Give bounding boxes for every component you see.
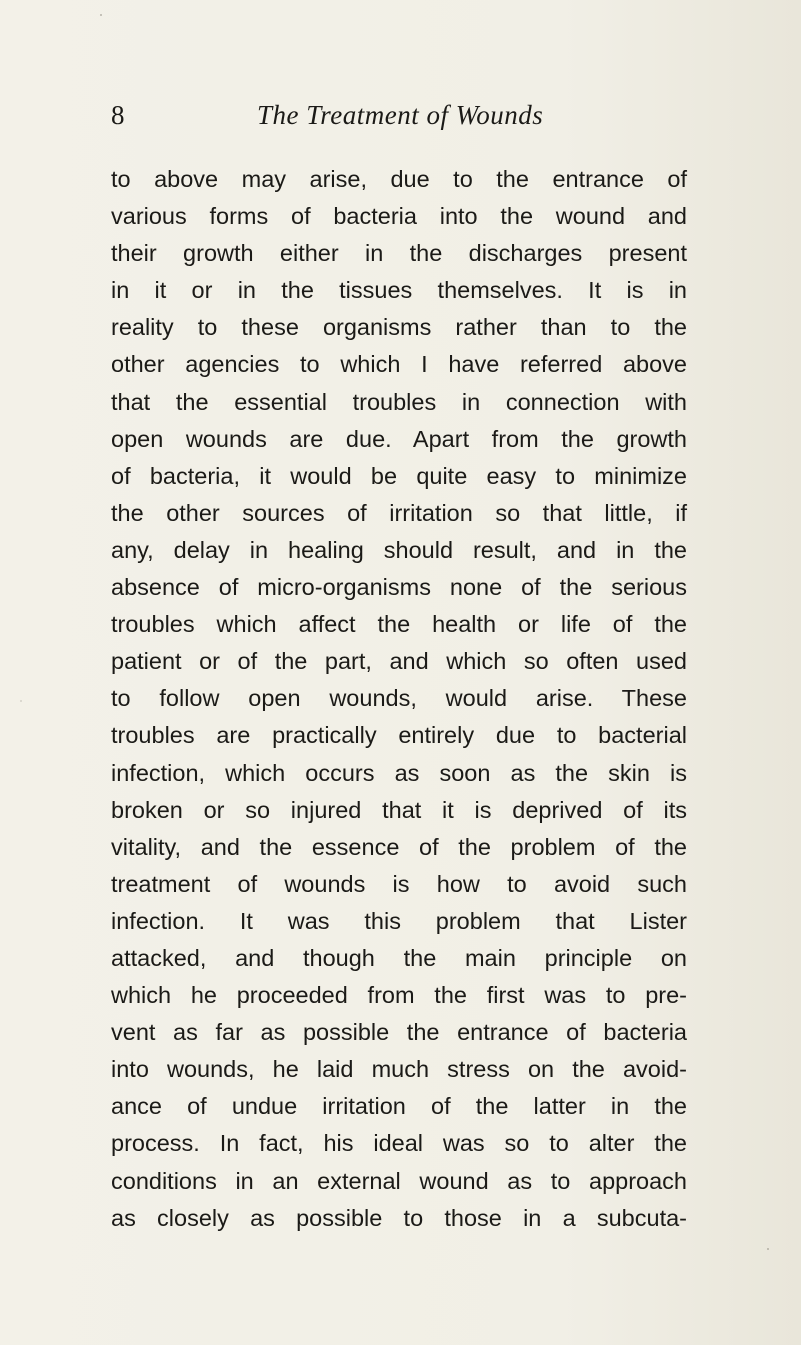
text-line: their growth either in the discharges present bbox=[111, 240, 687, 267]
text-line: any, delay in healing should result, and in the bbox=[111, 536, 687, 563]
text-line: troubles are practically entirely due to bacterial bbox=[111, 722, 687, 749]
paper-speck bbox=[767, 1248, 769, 1250]
text-line: reality to these organisms rather than to the bbox=[111, 314, 687, 341]
text-line: treatment of wounds is how to avoid such bbox=[111, 870, 687, 897]
running-title: The Treatment of Wounds bbox=[257, 100, 544, 130]
text-line: attacked, and though the main principle on bbox=[111, 944, 687, 971]
text-line: open wounds are due. Apart from the growth bbox=[111, 425, 687, 452]
running-head bbox=[111, 95, 687, 135]
text-line: the other sources of irritation so that little, if bbox=[111, 499, 687, 526]
text-line: various forms of bacteria into the wound and bbox=[111, 203, 687, 230]
paper-speck bbox=[100, 14, 102, 16]
text-line: broken or so injured that it is deprived of its bbox=[111, 796, 687, 823]
text-line: as closely as possible to those in a subcuta- bbox=[111, 1204, 687, 1231]
text-line: infection, which occurs as soon as the skin is bbox=[111, 759, 687, 786]
text-line: ance of undue irritation of the latter in the bbox=[111, 1093, 687, 1120]
text-line: infection. It was this problem that Lister bbox=[111, 907, 687, 934]
text-line: vitality, and the essence of the problem of the bbox=[111, 833, 687, 860]
text-line: conditions in an external wound as to approach bbox=[111, 1167, 687, 1194]
page-number: 8 bbox=[111, 100, 125, 130]
text-line: of bacteria, it would be quite easy to minimize bbox=[111, 462, 687, 489]
text-line: patient or of the part, and which so often used bbox=[111, 648, 687, 675]
text-line: which he proceeded from the first was to pre- bbox=[111, 982, 687, 1009]
text-line: to above may arise, due to the entrance of bbox=[111, 166, 687, 192]
text-line: process. In fact, his ideal was so to alter the bbox=[111, 1130, 687, 1157]
body-text bbox=[111, 161, 687, 1237]
text-line: that the essential troubles in connection with bbox=[111, 388, 687, 415]
text-line: vent as far as possible the entrance of bacteria bbox=[111, 1019, 687, 1046]
text-line: troubles which affect the health or life of the bbox=[111, 611, 687, 638]
text-line: to follow open wounds, would arise. These bbox=[111, 685, 687, 712]
text-line: other agencies to which I have referred above bbox=[111, 351, 687, 378]
text-line: into wounds, he laid much stress on the avoid- bbox=[111, 1056, 687, 1083]
paper-speck bbox=[20, 700, 22, 702]
text-line: absence of micro-organisms none of the serious bbox=[111, 574, 687, 601]
text-line: in it or in the tissues themselves. It is in bbox=[111, 277, 687, 304]
